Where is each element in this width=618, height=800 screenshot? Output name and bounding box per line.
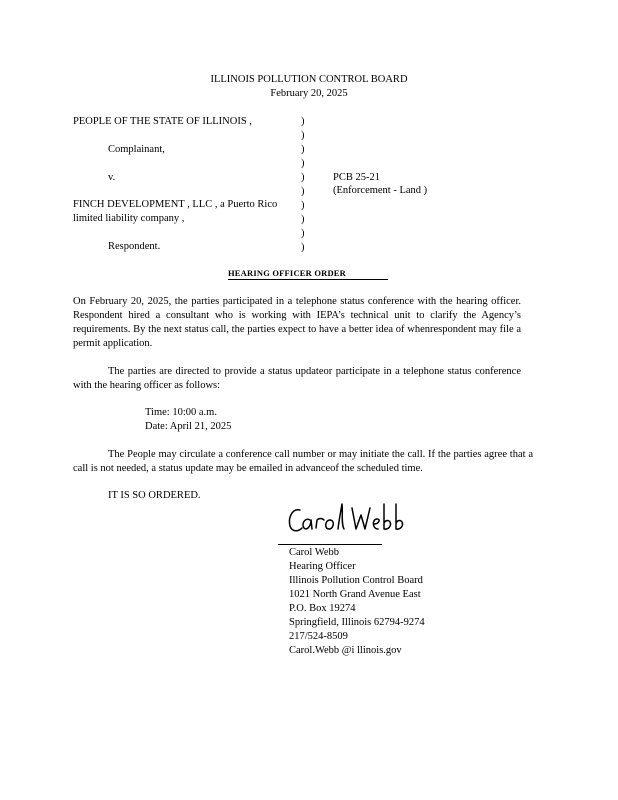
order-title: HEARING OFFICER ORDER (228, 268, 388, 280)
caption-paren: ) (301, 214, 305, 225)
respondent-name: FINCH DEVELOPMENT , LLC , a Puerto Rico (73, 199, 278, 210)
paragraph-status: On February 20, 2025, the parties participated in a telephone status conference with the hearing officer. Respondent hired a consultant who is working with IEPA’s technical unit to clarify the Agency’s requirements. By the next status call, the parties expect to have a better idea of whenrespondent may file a permit application. (73, 296, 521, 349)
caption-paren: ) (301, 158, 305, 169)
schedule-time: Time: 10:00 a.m. (145, 407, 217, 418)
complainant-name: PEOPLE OF THE STATE OF ILLINOIS , (73, 116, 252, 127)
versus-label: v. (108, 172, 116, 183)
caption-paren: ) (301, 186, 305, 197)
signer-title: Hearing Officer (289, 561, 356, 572)
case-type: (Enforcement - Land ) (333, 185, 428, 196)
signature-line (278, 544, 382, 545)
signer-po-box: P.O. Box 19274 (289, 603, 356, 614)
paragraph-conference-call: The People may circulate a conference call number or may initiate the call. If the parties agree that a call is not needed, a status update may be emailed in advanceof the scheduled time. (73, 449, 533, 474)
respondent-entity-type: limited liability company , (73, 213, 185, 224)
handwritten-signature (286, 500, 416, 540)
caption-paren: ) (301, 144, 305, 155)
signer-name: Carol Webb (289, 547, 339, 558)
caption-paren: ) (301, 200, 305, 211)
signer-street: 1021 North Grand Avenue East (289, 589, 421, 600)
signer-organization: Illinois Pollution Control Board (289, 575, 423, 586)
caption-paren: ) (301, 130, 305, 141)
agency-header: ILLINOIS POLLUTION CONTROL BOARD (210, 74, 408, 85)
so-ordered: IT IS SO ORDERED. (108, 490, 201, 501)
signer-phone: 217/524-8509 (289, 631, 348, 642)
order-date: February 20, 2025 (270, 88, 348, 99)
signer-email: Carol.Webb @i llinois.gov (289, 645, 402, 656)
caption-paren: ) (301, 172, 305, 183)
caption-paren: ) (301, 228, 305, 239)
signer-city: Springfield, Illinois 62794-9274 (289, 617, 425, 628)
case-number: PCB 25-21 (333, 172, 380, 183)
caption-paren: ) (301, 116, 305, 127)
caption-paren: ) (301, 242, 305, 253)
schedule-date: Date: April 21, 2025 (145, 421, 232, 432)
caption-parentheses (301, 115, 305, 255)
complainant-role: Complainant, (108, 144, 165, 155)
paragraph-directions: The parties are directed to provide a status updateor participate in a telephone status conference with the hearing officer as follows: (73, 366, 521, 391)
respondent-role: Respondent. (108, 241, 161, 252)
